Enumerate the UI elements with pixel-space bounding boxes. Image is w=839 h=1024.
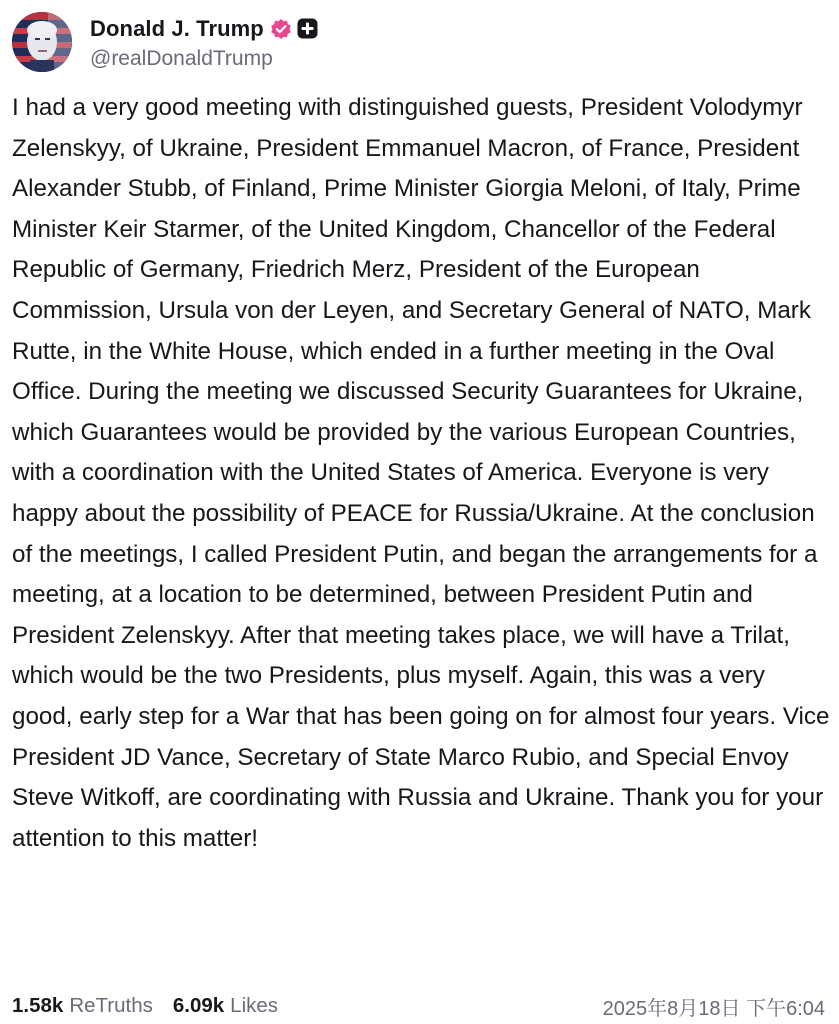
retruths-label: ReTruths [69,994,153,1017]
post-header [12,10,318,74]
author-display-name[interactable]: Donald J. Trump [90,15,264,41]
retruths-stat[interactable] [12,994,153,1018]
post-footer [12,990,825,1022]
plus-badge-icon [297,18,318,39]
avatar[interactable] [12,12,72,72]
post-timestamp[interactable]: 2025年8月18日 下午6:04 [602,997,825,1020]
post-body-text: I had a very good meeting with distinguished guests, President Volodymyr Zelenskyy, of Ukraine, President Emmanuel Macron, of France, President Alexander Stubb, of Finland, Prime Minister Giorgia Meloni, of Italy, Prime Minister Keir Starmer, of the United Kingdom, Chancellor of the Federal Republic of Germany, Friedrich Merz, President of the European Commission, Ursula von der Leyen, and Secretary General of NATO, Mark Rutte, in the White House, which ended in a further meeting in the Oval Office. During the meeting we discussed Security Guarantees for Ukraine, which Guarantees would be provided by the various European Countries, with a coordination with the United States of America. Everyone is very happy about the possibility of PEACE for Russia/Ukraine. At the conclusion of the meetings, I called President Putin, and began the arrangements for a meeting, at a location to be determined, between President Putin and President Zelenskyy. After that meeting takes place, we will have a Trilat, which would be the two Presidents, plus myself. Again, this was a very good, early step for a War that has been going on for almost four years. Vice President JD Vance, Secretary of State Marco Rubio, and Special Envoy Steve Witkoff, are coordinating with Russia and Ukraine. Thank you for your attention to this matter! [12,94,830,852]
author-names [90,14,318,71]
retruths-count: 1.58k [12,994,64,1017]
name-row [90,14,318,44]
verified-badge-icon [270,18,292,40]
author-handle[interactable]: @realDonaldTrump [90,46,273,70]
likes-stat[interactable] [173,994,278,1018]
avatar-image [12,12,72,72]
likes-label: Likes [230,994,279,1017]
likes-count: 6.09k [172,994,225,1017]
